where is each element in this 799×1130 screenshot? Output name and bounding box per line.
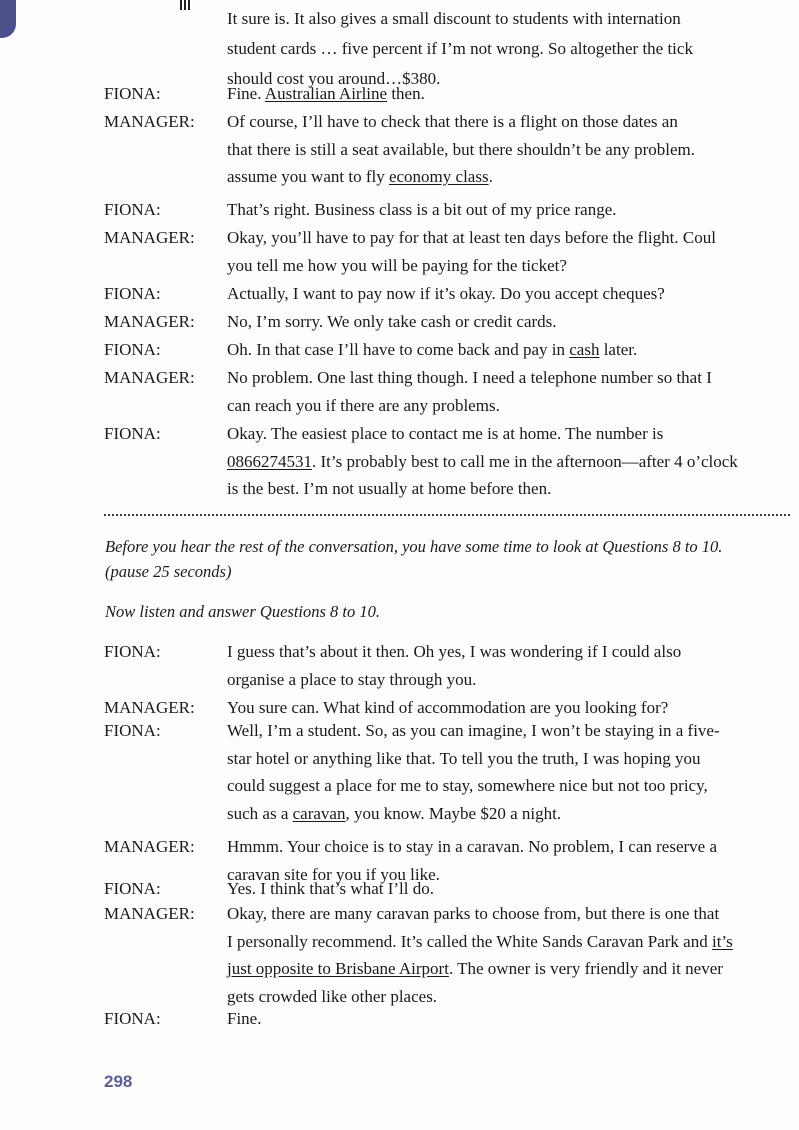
speaker-label: FIONA: xyxy=(104,340,161,359)
text-run: Fine. xyxy=(227,84,265,103)
dialogue-line: you tell me how you will be paying for the ticket? xyxy=(227,255,567,275)
speaker-label: FIONA: xyxy=(104,200,161,219)
underlined-answer: economy class xyxy=(388,167,489,186)
dialogue-line xyxy=(227,163,799,191)
dialogue-line xyxy=(227,928,799,956)
dialogue-line: It sure is. It also gives a small discount to students with internation xyxy=(227,9,681,28)
text-run: . It’s probably best to call me in the afternoon—after 4 o’clock xyxy=(312,451,738,471)
page-number: 298 xyxy=(104,1072,133,1091)
dialogue-line: Well, I’m a student. So, as you can imagine, I won’t be staying in a five- xyxy=(227,721,720,740)
speech-text xyxy=(227,308,799,336)
dotted-separator xyxy=(104,514,790,518)
text-run: then. xyxy=(387,84,425,103)
binding-mark xyxy=(180,0,192,10)
speaker-label: MANAGER: xyxy=(104,112,195,131)
speaker-label: MANAGER: xyxy=(104,837,195,856)
dialogue-line: star hotel or anything like that. To tell you the truth, I was hoping you xyxy=(227,748,701,768)
text-run: . The owner is very friendly and it never xyxy=(448,959,723,978)
speaker-label: FIONA: xyxy=(104,642,161,661)
speech-text xyxy=(227,638,799,693)
speech-text xyxy=(227,875,799,903)
dialogue-line: You sure can. What kind of accommodation are you looking for? xyxy=(227,698,669,717)
dialogue-line: caravan site for you if you like. xyxy=(227,864,440,884)
speaker-label: FIONA: xyxy=(104,721,161,740)
underlined-answer: it’s xyxy=(711,931,733,951)
speech-text xyxy=(227,108,799,191)
text-run: . xyxy=(488,167,493,186)
instruction-line-2: (pause 25 seconds) xyxy=(105,562,232,581)
dialogue-line: Yes. I think that’s what I’ll do. xyxy=(227,879,434,898)
speech-text xyxy=(227,224,799,279)
dialogue-line xyxy=(227,800,799,828)
speaker-label: MANAGER: xyxy=(104,228,195,247)
dialogue-line: Okay. The easiest place to contact me is at home. The number is xyxy=(227,424,664,443)
speech-text xyxy=(227,80,799,108)
dialogue-line xyxy=(227,448,799,476)
dialogue-line: can reach you if there are any problems. xyxy=(227,395,500,415)
text-run: later. xyxy=(599,340,638,359)
speaker-label: FIONA: xyxy=(104,424,161,443)
instruction-line-3: Now listen and answer Questions 8 to 10. xyxy=(105,602,381,621)
dialogue-line: Okay, you’ll have to pay for that at least ten days before the flight. Coul xyxy=(227,228,716,247)
speech-text xyxy=(227,900,799,1010)
speaker-label: FIONA: xyxy=(104,84,161,103)
underlined-answer: just opposite to Brisbane Airport xyxy=(227,959,449,978)
dialogue-line: organise a place to stay through you. xyxy=(227,669,477,689)
text-run: assume you want to fly xyxy=(227,167,389,186)
underlined-answer: cash xyxy=(569,340,600,359)
speech-text xyxy=(227,1005,799,1033)
dialogue-line xyxy=(227,80,799,108)
dialogue-line: That’s right. Business class is a bit out of my price range. xyxy=(227,200,617,219)
dialogue-line: gets crowded like other places. xyxy=(227,986,438,1006)
dialogue-line xyxy=(227,955,799,983)
underlined-answer: 0866274531 xyxy=(227,451,312,471)
speech-text xyxy=(227,196,799,224)
dialogue-line: could suggest a place for me to stay, somewhere nice but not too pricy, xyxy=(227,776,708,795)
dialogue-line: No, I’m sorry. We only take cash or credit cards. xyxy=(227,312,557,331)
corner-tab xyxy=(0,0,16,38)
text-run: such as a xyxy=(227,803,293,823)
instruction-line-1: Before you hear the rest of the conversation, you have some time to look at Questions 8 to 10. xyxy=(105,537,723,556)
speaker-label: FIONA: xyxy=(104,284,161,303)
speaker-label: MANAGER: xyxy=(104,904,195,923)
dialogue-line: Fine. xyxy=(227,1009,262,1028)
dialogue-line: student cards … five percent if I’m not wrong. So altogether the tick xyxy=(227,39,693,58)
dialogue-line: I guess that’s about it then. Oh yes, I was wondering if I could also xyxy=(227,642,682,661)
dialogue-line: Hmmm. Your choice is to stay in a caravan. No problem, I can reserve a xyxy=(227,837,718,856)
speech-text xyxy=(227,336,799,364)
text-run: , you know. Maybe $20 a night. xyxy=(345,803,562,823)
dialogue-line: Okay, there are many caravan parks to choose from, but there is one that xyxy=(227,904,720,923)
speaker-label: MANAGER: xyxy=(104,368,195,387)
dialogue-line xyxy=(227,336,799,364)
underlined-answer: caravan xyxy=(292,803,346,823)
dialogue-line: that there is still a seat available, but there shouldn’t be any problem. xyxy=(227,139,695,159)
speech-text xyxy=(227,420,799,503)
dialogue-line: is the best. I’m not usually at home before then. xyxy=(227,479,552,498)
underlined-answer: Australian Airline xyxy=(264,84,388,103)
speech-text xyxy=(227,364,799,419)
speaker-label: FIONA: xyxy=(104,879,161,898)
speech-text xyxy=(227,717,799,827)
text-run: I personally recommend. It’s called the White Sands Caravan Park and xyxy=(227,931,712,951)
speaker-label: MANAGER: xyxy=(104,698,195,717)
dialogue-line: No problem. One last thing though. I need a telephone number so that I xyxy=(227,368,712,387)
dialogue-line: Actually, I want to pay now if it’s okay. Do you accept cheques? xyxy=(227,284,665,303)
dialogue-line: should cost you around…$380. xyxy=(227,69,441,88)
dialogue-line: Of course, I’ll have to check that there is a flight on those dates an xyxy=(227,112,678,131)
speaker-label: MANAGER: xyxy=(104,312,195,331)
text-run: Oh. In that case I’ll have to come back and pay in xyxy=(227,340,570,359)
speech-text xyxy=(227,280,799,308)
speaker-label: FIONA: xyxy=(104,1009,161,1028)
